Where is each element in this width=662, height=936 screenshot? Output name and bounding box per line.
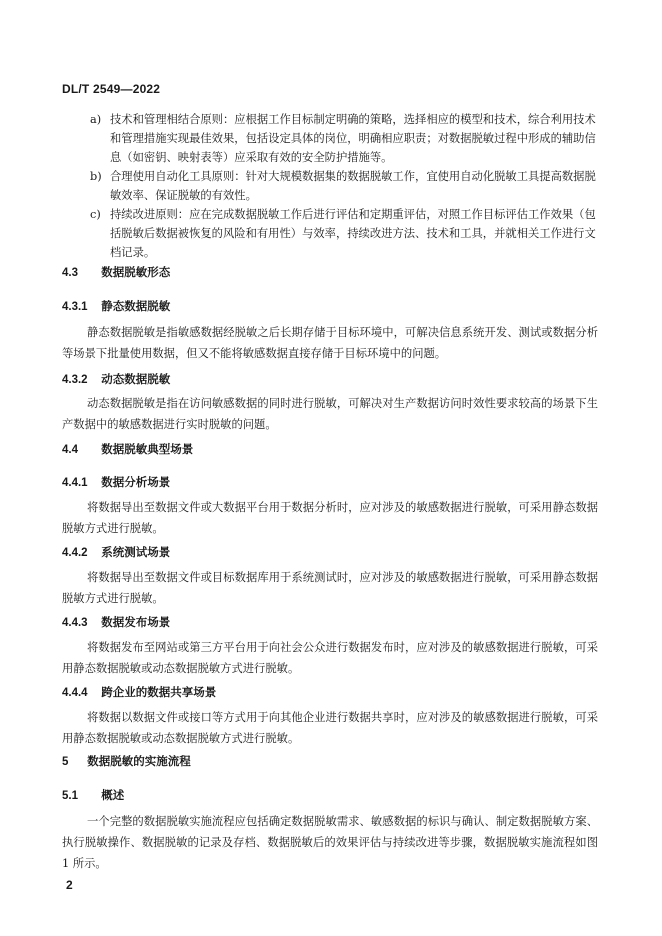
paragraph-4-3-2: 动态数据脱敏是指在访问敏感数据的同时进行脱敏，可解决对生产数据访问时效性要求较高的场景下生产数据中的敏感数据进行实时脱敏的问题。	[62, 397, 598, 431]
section-heading-4-3-2	[62, 371, 170, 388]
section-number: 4.4.4	[62, 687, 88, 699]
section-title: 系统测试场景	[101, 545, 171, 559]
principle-item-a	[90, 110, 602, 167]
list-item-text: 持续改进原则：应在完成数据脱敏工作后进行评估和定期重评估，对照工作目标评估工作效果（包括脱敏后数据被恢复的风险和有用性）与效率，持续改进方法、技术和工具，并就相关工作进行文档记录。	[110, 208, 596, 259]
section-title: 数据脱敏形态	[101, 265, 171, 279]
section-title: 跨企业的数据共享场景	[101, 685, 217, 699]
section-number: 4.4.2	[62, 547, 88, 559]
section-heading-5-1	[62, 787, 124, 804]
standard-code: DL/T 2549—2022	[62, 82, 161, 96]
section-number: 4.3.2	[62, 374, 88, 386]
section-heading-4-4-2	[62, 544, 170, 561]
paragraph-4-4-2: 将数据导出至数据文件或目标数据库用于系统测试时，应对涉及的敏感数据进行脱敏，可采用静态数据脱敏方式进行脱敏。	[62, 571, 598, 605]
paragraph-4-4-3: 将数据发布至网站或第三方平台用于向社会公众进行数据发布时，应对涉及的敏感数据进行脱敏，可采用静态数据脱敏或动态数据脱敏方式进行脱敏。	[62, 641, 598, 675]
section-heading-4-4-4	[62, 684, 216, 701]
section-title: 数据发布场景	[101, 615, 171, 629]
section-number: 4.4.3	[62, 617, 88, 629]
section-title: 概述	[101, 788, 125, 802]
section-number: 4.4	[62, 444, 78, 456]
page-number: 2	[66, 878, 73, 892]
section-number: 5	[62, 756, 69, 768]
section-title: 动态数据脱敏	[101, 372, 171, 386]
list-marker: a)	[90, 113, 102, 126]
paragraph-4-4-4: 将数据以数据文件或接口等方式用于向其他企业进行数据共享时，应对涉及的敏感数据进行脱敏，可采用静态数据脱敏或动态数据脱敏方式进行脱敏。	[62, 711, 598, 745]
section-title: 数据脱敏的实施流程	[87, 754, 191, 768]
section-title: 数据脱敏典型场景	[101, 442, 194, 456]
section-heading-5	[62, 753, 191, 770]
paragraph-4-4-1: 将数据导出至数据文件或大数据平台用于数据分析时，应对涉及的敏感数据进行脱敏，可采用静态数据脱敏方式进行脱敏。	[62, 501, 598, 535]
section-number: 4.4.1	[62, 477, 88, 489]
section-number: 4.3.1	[62, 301, 88, 313]
principle-item-b	[90, 167, 602, 205]
section-title: 数据分析场景	[101, 475, 171, 489]
section-heading-4-4-1	[62, 474, 170, 491]
section-heading-4-3	[62, 264, 170, 281]
list-marker: b)	[90, 170, 102, 183]
list-marker: c)	[90, 208, 101, 221]
section-heading-4-3-1	[62, 298, 170, 315]
principle-item-c	[90, 205, 602, 262]
section-heading-4-4-3	[62, 614, 170, 631]
paragraph-4-3-1: 静态数据脱敏是指敏感数据经脱敏之后长期存储于目标环境中，可解决信息系统开发、测试或数据分析等场景下批量使用数据，但又不能将敏感数据直接存储于目标环境中的问题。	[62, 326, 598, 360]
list-item-text: 合理使用自动化工具原则：针对大规模数据集的数据脱敏工作，宜使用自动化脱敏工具提高数据脱敏效率、保证脱敏的有效性。	[110, 170, 596, 202]
section-number: 4.3	[62, 267, 78, 279]
paragraph-5-1: 一个完整的数据脱敏实施流程应包括确定数据脱敏需求、敏感数据的标识与确认、制定数据脱敏方案、执行脱敏操作、数据脱敏的记录及存档、数据脱敏后的效果评估与持续改进等步骤，数据脱敏实施流程如图 1 所示。	[62, 815, 598, 870]
section-title: 静态数据脱敏	[101, 299, 171, 313]
section-heading-4-4	[62, 441, 193, 458]
section-number: 5.1	[62, 790, 78, 802]
list-item-text: 技术和管理相结合原则：应根据工作目标制定明确的策略，选择相应的模型和技术，综合利用技术和管理措施实现最佳效果，包括设定具体的岗位，明确相应职责；对数据脱敏过程中形成的辅助信息（如密钥、映射表等）应采取有效的安全防护措施等。	[110, 113, 596, 164]
